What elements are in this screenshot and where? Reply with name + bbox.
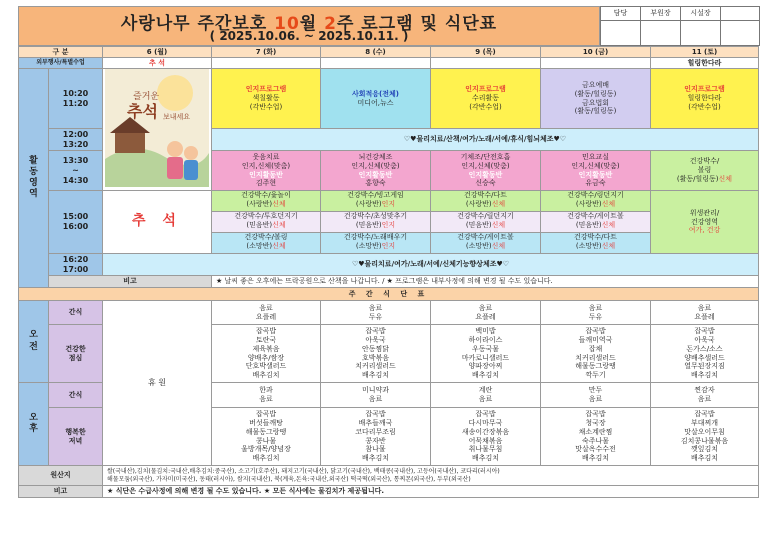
pm2-thu-0-a: 건강박수/다트 [464,191,507,199]
title-period: ( 2025.10.06. ~ 2025.10.11. ) [209,29,409,43]
chuseok-illustration [105,69,209,187]
dinner-sat: 잡곡밥 부대찌개 맛살오이무침 김치콩나물볶음 깻잎김치 배추김치 [651,408,759,466]
pm1-thu-l1: 기체조/단전호흡 [460,153,511,161]
outside-sat: 힐링한다라 [651,58,759,69]
am-thu [431,69,541,129]
title-month-suffix: 월 [299,14,325,34]
pm2-wed-2-b: (소망반) [355,241,382,250]
header-day-wed: 8 (수) [321,47,431,58]
note1-row [19,276,759,288]
note2-label: 비고 [19,486,103,498]
am-fri-l4: (활동/힐링동) [574,107,617,116]
approval-label-3: 시설장 [681,7,721,21]
pm2-thu-2-c: 신체 [491,241,506,250]
pm2-thu-2-b: (소망반) [465,241,492,250]
time-2: 12:00 13:20 [49,129,103,151]
am-fri-l2: (활동/힐링동) [574,89,617,98]
am-sat-l1: 인지프로그램 [684,85,725,94]
pm2-thu-1-b: (믿음반) [465,220,492,229]
am-snack-tue: 음료 요플레 [212,301,321,325]
am-snack-fri: 음료 두유 [541,301,651,325]
pm1-thu-l3: 인지활동반 [468,170,503,179]
title-month: 10 [274,14,300,34]
pm2-tue-2-a: 건강박수/볼링 [244,233,288,241]
outside-label: 외부행사/특별수업 [19,58,103,69]
pm1-wed-l4: 홍향숙 [365,179,386,188]
am-snack-thu: 음료 요플레 [431,301,541,325]
pm2-fri-2-b: (소망반) [575,241,602,250]
time-5: 16:20 17:00 [49,254,103,276]
title-week-suffix: 주 로그램 및 식단표 [336,14,498,34]
pm2-thu-1-c: 신체 [491,220,506,229]
approval-label-2: 부원장 [641,7,681,21]
poster-text-3: 보내세요 [163,113,191,122]
pm1-thu [431,151,541,191]
evening-banner: ♡♥물리치료/여가/노래/서예/신체기능향상체조♥♡ [103,254,759,276]
approval-label-1: 담당 [601,7,641,21]
evening-row [19,254,759,276]
pm1-sat-l3: (활동/힐링동) [676,174,719,183]
am-snack-wed: 음료 두유 [321,301,431,325]
approval-sign-1 [601,20,641,45]
lunch-thu: 백미밥 하이라이스 우동국물 마카로니샐러드 양파장아찌 배추김치 [431,325,541,383]
pm1-wed-l3: 인지활동반 [358,170,393,179]
lunch-label: 건강한 점심 [49,325,103,383]
am-snack-sat: 음료 요플레 [651,301,759,325]
am-wed [321,69,431,129]
approval-label-4 [721,7,759,21]
pm2-tue-0-c: 신체 [272,199,286,208]
pm1-wed [321,151,431,191]
header-row [19,47,759,58]
pm2-wed-sarang [321,191,430,212]
pm-snack-thu: 계란 음료 [431,383,541,408]
am-label: 오 전 [19,301,49,383]
pm-snack-wed: 미니약과 음료 [321,383,431,408]
time-4: 15:00 16:00 [49,191,103,254]
note2-row [19,486,759,498]
am-thu-l1: 인지프로그램 [465,85,506,94]
am-wed-l2: 미디어,뉴스 [357,98,394,107]
approval-box [600,6,760,46]
header-day-fri: 10 (금) [541,47,651,58]
pm1-fri-l1: 민요교실 [581,153,610,161]
pm2-tue-0-a: 건강박수/윷놀이 [241,191,291,199]
pm2-fri-0-a: 건강박수/링던지기 [567,191,624,199]
title-prefix: 사랑나무 주간보호 [120,14,275,34]
header-day-sat: 11 (토) [651,47,759,58]
am-tue-l2: 색칠활동 [252,94,280,103]
pm1-fri-l3: 인지활동반 [578,170,613,179]
dinner-thu: 잡곡밥 다시마무국 새송이간장볶음 어묵채볶음 취나물무침 배추김치 [431,408,541,466]
pm2-tue [212,191,321,254]
pm1-tue-l2: 인지,신체(맞춤) [241,161,291,170]
pm1-fri-l4: 유금숙 [585,179,606,188]
header-day-tue: 7 (화) [212,47,321,58]
pm1-sat-l4: 신체 [718,174,733,183]
pm2-fri-1-a: 건강박수/게이트볼 [567,212,624,220]
menu-title: 주 간 식 단 표 [19,288,759,301]
pm1-sat-l2: 볼링 [697,166,712,175]
lunch-sat: 잡곡밥 아욱국 돈가스/소스 양배추샐러드 열무된장지짐 배추김치 [651,325,759,383]
pm2-sat-l3: 여가, 건강 [688,226,721,235]
pm2-thu-2-a: 건강박수/게이트볼 [457,233,514,241]
header-day-mon: 6 (월) [103,47,212,58]
program-table [18,46,759,498]
pm2-thu-somang [431,233,540,253]
pm2-wed-0-c: 인지 [381,199,396,208]
am-program-row [19,69,759,129]
pm2-sat-l2: 건강영역 [690,217,719,226]
outside-thu [431,58,541,69]
pm2-tue-sarang [212,191,320,212]
pm2-wed-0-b: (사랑반) [355,199,382,208]
pm2-tue-2-c: 신체 [272,241,286,250]
am-fri-l3: 금요법회 [581,98,610,107]
am-tue [212,69,321,129]
pm1-sat-l1: 건강박수/ [689,157,720,166]
am-fri [541,69,651,129]
dinner-label: 행복한 저녁 [49,408,103,466]
am-tue-l1: 인지프로그램 [245,85,287,94]
origin-row [19,466,759,486]
pm2-tue-1-a: 건강박수/투호던지기 [234,212,298,220]
am-thu-l3: (각반수업) [469,102,502,111]
pm-snack-fri: 만두 음료 [541,383,651,408]
am-fri-l1: 금요예배 [581,81,610,89]
pm2-fri-sarang [541,191,650,212]
pm2-fri-1-c: 신체 [601,220,616,229]
pm2-tue-1-c: 신체 [272,220,286,229]
outside-row [19,58,759,69]
pm1-thu-l2: 인지,신체(맞춤) [461,161,510,170]
noon-banner: ♡♥물리치료/산책/여가/노래/서예/휴식/힘뇌체조♥♡ [212,129,759,151]
pm1-thu-l4: 신승숙 [475,179,496,188]
outside-tue [212,58,321,69]
pm2-wed-0-a: 건강박수/빙고게임 [347,191,404,199]
pm2-thu-0-b: (사랑반) [465,199,492,208]
am-sat-l3: (각반수업) [688,102,721,111]
dinner-wed: 잡곡밥 배추들깨국 코다리무조림 콩자반 참나물 배추김치 [321,408,431,466]
pm-snack-label: 간식 [49,383,103,408]
header-group: 구 분 [19,47,103,58]
pm1-tue-l4: 김주현 [255,179,277,188]
chuseok-label: 추 석 [132,213,182,230]
am-thu-l2: 수리활동 [471,94,500,103]
pm1-wed-l1: 뇌건강체조 [358,153,393,161]
pm2-wed-somang [321,233,430,253]
pm2-fri-2-c: 신체 [601,241,616,250]
pm2-tue-0-b: (사랑반) [246,199,273,208]
pm2-thu-1-a: 건강박수/릴던지기 [457,212,514,220]
pm2-wed-1-c: 인지 [381,220,396,229]
pm2-fri-0-c: 신체 [601,199,616,208]
am-snack-row [19,301,759,325]
pm2-tue-1-b: (믿음반) [246,220,273,229]
dinner-tue: 잡곡밥 버섯들깨탕 해물동그랑땡 콩나물 울방개목/양념장 배추김치 [212,408,321,466]
origin-label: 원산지 [19,466,103,486]
origin-line-2: 해물모둠(외국산), 가자미(미국산), 동태(러시아), 쌈지(국내산), 북(계육,돈육:국내산,외국산) 떡국떡(외국산), 통찌몬(외국산), 두부(외국산) [107,475,471,483]
pm-snack-sat: 찐감자 음료 [651,383,759,408]
pm2-sat-l1: 위생관리/ [689,208,720,217]
title-bar [18,6,600,46]
pm2-row [19,191,759,254]
pm-label: 오 후 [19,383,49,466]
pm1-sat [651,151,759,191]
time-1: 10:20 11:20 [49,69,103,129]
pm1-tue-l1: 웃음치료 [252,153,280,161]
am-sat-l2: 힐링한다라 [687,94,722,103]
header-day-thu: 9 (목) [431,47,541,58]
note2-text: ★ 식단은 수급사정에 의해 변경 될 수도 있습니다. ★ 모든 식사에는 물김치가 제공됩니다. [103,486,759,498]
pm2-fri-1-b: (믿음반) [575,220,602,229]
outside-mon: 추 석 [103,58,212,69]
pm2-tue-2-b: (소망반) [246,241,273,250]
pm2-tue-mideum [212,212,320,233]
pm1-fri [541,151,651,191]
poster-text-1: 즐거운 [133,92,160,103]
pm1-fri-l2: 인지,신체(맞춤) [571,161,620,170]
pm2-tue-somang [212,233,320,253]
holiday-cell: 휴 원 [103,301,212,466]
dinner-fri: 잡곡밥 청국장 채소계란찜 숙주나물 맛살옥수수전 배추김치 [541,408,651,466]
lunch-fri: 잡곡밥 들깨미역국 잡채 치커리샐러드 해물동그랑땡 깍두기 [541,325,651,383]
pm2-fri-mideum [541,212,650,233]
chuseok-poster [103,69,212,191]
pm1-tue [212,151,321,191]
pm1-wed-l2: 인지,신체(맞춤) [351,161,400,170]
menu-title-row [19,288,759,301]
pm2-wed [321,191,431,254]
pm2-wed-2-a: 건강박수/노래배우기 [343,233,408,241]
am-wed-l1: 사회적응(전체) [352,89,399,98]
lunch-tue: 잡곡밥 토란국 제육볶음 양배추/쌈장 단호박샐러드 배추김치 [212,325,321,383]
pm1-tue-l3: 인지활동반 [249,170,283,179]
note1-label: 비고 [49,276,212,288]
activity-label: 활 동 영 역 [19,69,49,288]
pm2-sat [651,191,759,254]
pm-snack-tue: 한과 음료 [212,383,321,408]
am-tue-l3: (각반수업) [249,102,283,111]
pm2-fri [541,191,651,254]
outside-wed [321,58,431,69]
pm2-wed-2-c: 인지 [381,241,396,250]
pm2-fri-2-a: 건강박수/다트 [574,233,617,241]
pm2-mon [103,191,212,254]
approval-sign-2 [641,20,681,45]
am-sat [651,69,759,129]
approval-sign-3 [681,20,721,45]
title-week: 2 [324,14,337,34]
outside-fri [541,58,651,69]
pm2-thu [431,191,541,254]
pm2-wed-1-b: (믿음반) [355,220,382,229]
origin-line-1: 쌀(국내산),김치(물김치:국내산,배추김치:중국산), 소고기(호주산), 돼지고기(국내산), 닭고기(국내산), 백태콩(국내산), 고등어(국내산), 코다리(러시아) [107,468,500,475]
lunch-wed: 잡곡밥 아욱국 안동찜닭 호박볶음 치커리샐러드 배추김치 [321,325,431,383]
pm2-fri-somang [541,233,650,253]
origin-text [103,466,759,486]
pm2-thu-0-c: 신체 [491,199,506,208]
am-snack-label: 간식 [49,301,103,325]
pm2-fri-0-b: (사랑반) [575,199,602,208]
pm2-thu-mideum [431,212,540,233]
pm2-wed-mideum [321,212,430,233]
note1-text: ★ 날씨 좋은 오후에는 뜨락공원으로 산책을 나갑니다. / ★ 프로그램은 내부사정에 의해 변경 될 수도 있습니다. [212,276,759,288]
pm2-thu-sarang [431,191,540,212]
pm2-wed-1-a: 건강박수/초성맞추기 [343,212,408,220]
time-3: 13:30 ~ 14:30 [49,151,103,191]
poster-text-2: 추석 [127,102,158,122]
